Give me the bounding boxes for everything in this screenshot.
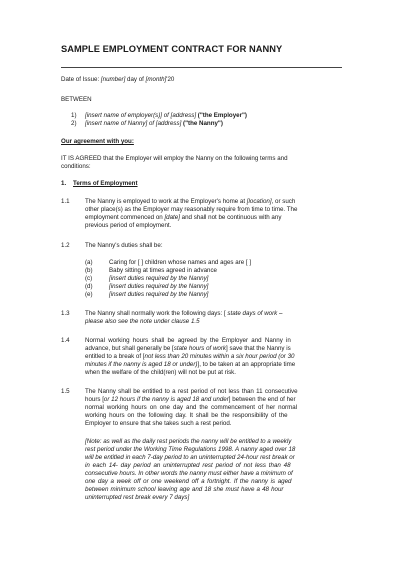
duty-letter: (b) [85, 267, 93, 274]
clause-1-5-line: working hours on the following day. It shall be the responsibility of the [85, 412, 288, 419]
clause-number: 1.1 [61, 198, 70, 205]
duty-item: [insert duties required by the Nanny] [109, 291, 209, 298]
agreement-heading: Our agreement with you: [61, 138, 134, 145]
clause-1-5-line: The Nanny shall be entitled to a rest period of not less than 11 consecutive [85, 388, 298, 395]
note-line: consecutive hours. In other words the nanny must either have a minimum of [85, 470, 293, 477]
note-line: uninterrupted rest break every 7 days] [85, 494, 190, 501]
clause-number: 1.5 [61, 388, 70, 395]
duty-item: [insert duties required by the Nanny] [109, 275, 209, 282]
duty-letter: (a) [85, 259, 93, 266]
clause-1-3-line: The Nanny shall normally work the following days: [ state days of work – [85, 310, 283, 317]
note-line: rest period under the Working Time Regulations 1998. A nanny aged over 18 [85, 446, 296, 453]
note-line: will be entitled in each 7-day period to an uninterrupted 24-hour rest break or [85, 454, 295, 461]
title-divider [61, 67, 342, 68]
duty-item: Baby sitting at times agreed in advance [109, 267, 218, 274]
party-number: 1) [71, 112, 77, 119]
document-title: SAMPLE EMPLOYMENT CONTRACT FOR NANNY [61, 44, 283, 54]
clause-1-4-line: minutes if the nanny is aged 18 or under)], to be taken at an appropriate time [85, 361, 296, 368]
clause-1-1-line: employment commenced on [date] and shall not be continuous with any [85, 214, 282, 221]
clause-1-1-line: previous period of employment. [85, 222, 172, 229]
party-number: 2) [71, 120, 77, 127]
clause-1-3-line: please also see the note under clause 1.5 [85, 318, 200, 325]
agreed-line: conditions: [61, 163, 91, 170]
clause-1-5-line: normal working hours on one day and the commencement of her normal [85, 404, 298, 411]
section-heading: Terms of Employment [73, 180, 138, 187]
duty-letter: (d) [85, 283, 93, 290]
clause-1-5-line: Employer to ensure that she takes such a rest period. [85, 420, 232, 427]
party-employer: [insert name of employer(s)] of [address] ("the Employer") [85, 112, 247, 119]
between-heading: BETWEEN [61, 96, 92, 103]
party-nanny: [insert name of Nanny] of [address] ("the Nanny") [85, 120, 223, 127]
clause-1-1-line: The Nanny is employed to work at the Employer's home at [location], or such [85, 198, 296, 205]
clause-number: 1.3 [61, 310, 70, 317]
agreed-line: IT IS AGREED that the Employer will employ the Nanny on the following terms and [61, 155, 288, 162]
duty-item: [insert duties required by the Nanny] [109, 283, 209, 290]
duty-letter: (c) [85, 275, 93, 282]
section-number: 1. [61, 180, 67, 187]
note-line: between minimum school leaving age and 18 she must have a 48 hour [85, 486, 284, 493]
clause-1-4-line: entitled to a break of [not less than 20 minutes within a six hour period (or 30 [85, 353, 295, 360]
clause-1-5-line: hours [or 12 hours if the nanny is aged 18 and under] between the end of her [85, 396, 296, 403]
date-of-issue: Date of Issue: [number] day of [month]'20 [61, 76, 175, 83]
duty-letter: (e) [85, 291, 93, 298]
clause-1-4-line: Normal working hours shall be agreed by the Employer and Nanny in [85, 337, 291, 344]
clause-number: 1.4 [61, 337, 70, 344]
clause-1-2-intro: The Nanny's duties shall be: [85, 242, 163, 249]
clause-1-4-line: when the welfare of the child(ren) will not be put at risk. [85, 369, 236, 376]
clause-number: 1.2 [61, 242, 70, 249]
note-line: [Note: as well as the daily rest periods the nanny will be entitled to a weekly [85, 438, 292, 445]
note-line: in each 14- day period an uninterrupted rest period of not less than 48 [85, 462, 291, 469]
clause-1-1-line: other place(s) as the Employer may reasonably require from time to time. The [85, 206, 298, 213]
clause-1-4-line: advance, but shall generally be [state hours of work] save that the Nanny is [85, 345, 291, 352]
note-line: one day a week off or one weekend off a fortnight. If the nanny is aged [85, 478, 292, 485]
duty-item: Caring for [ ] children whose names and ages are [ ] [109, 259, 252, 266]
